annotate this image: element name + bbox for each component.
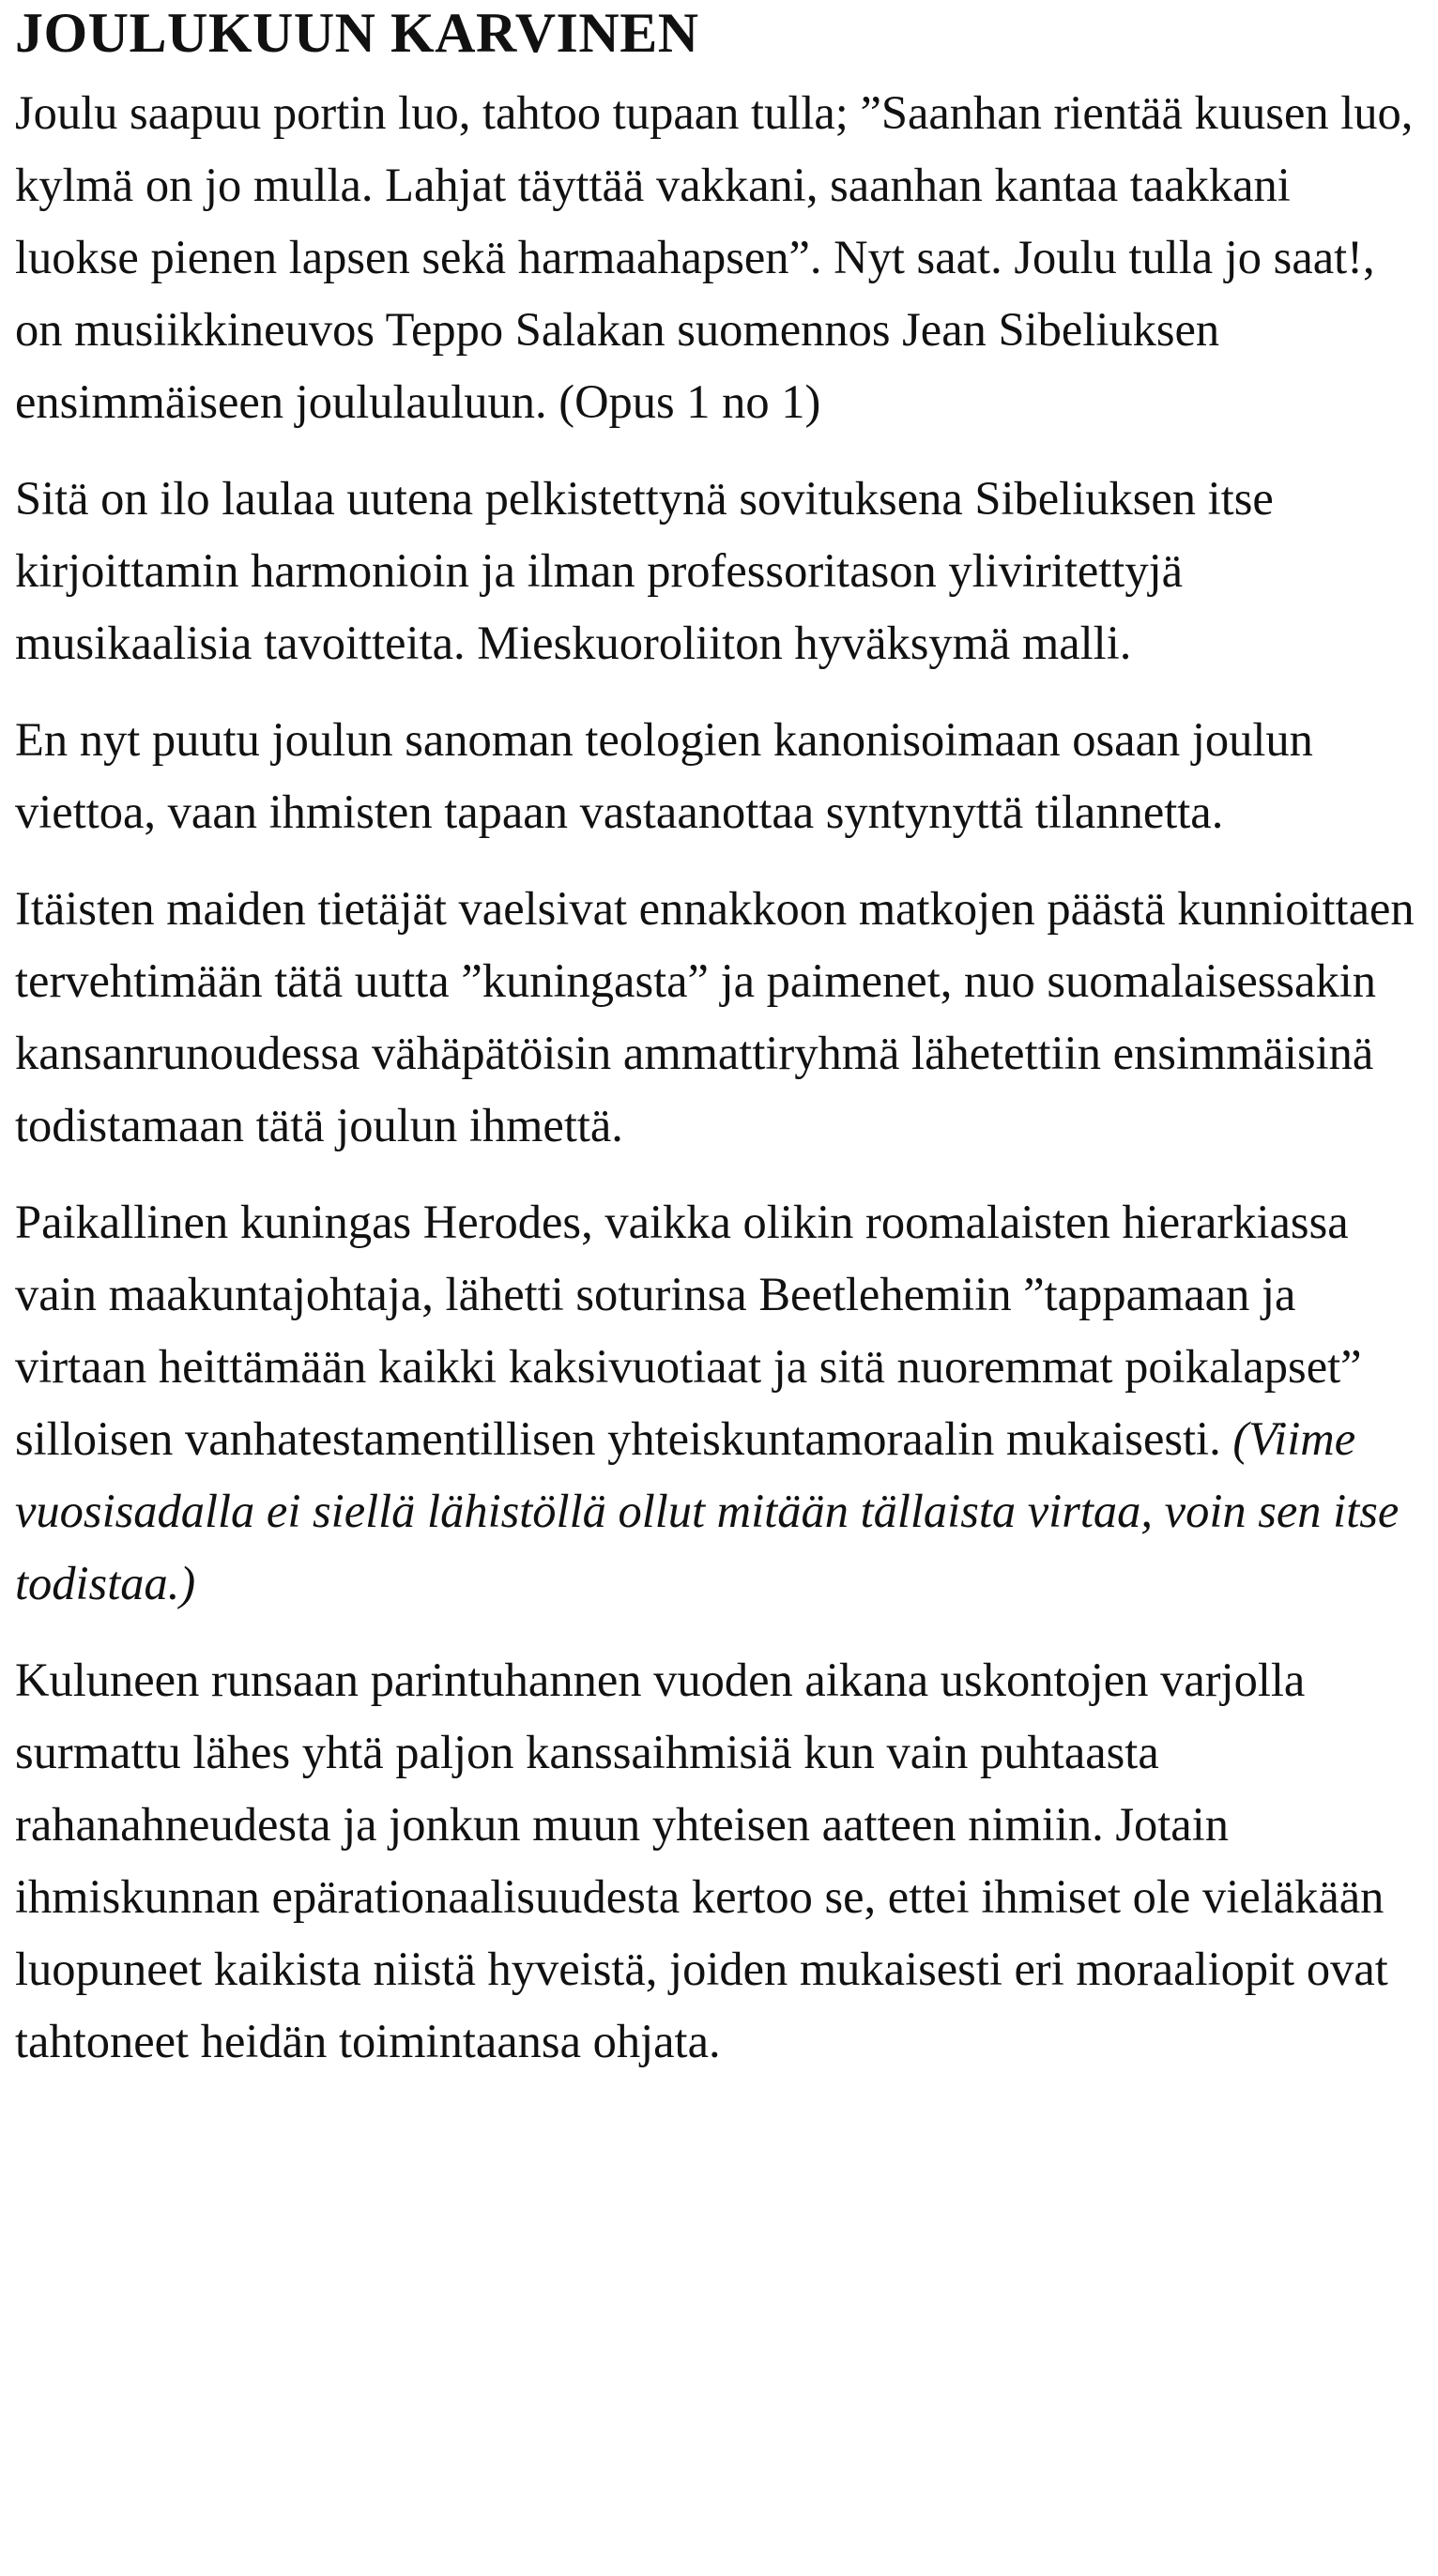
paragraph-6: Kuluneen runsaan parintuhannen vuoden aikana uskontojen varjolla surmattu lähes yhtä paljon kanssaihmisiä kun vain puhtaasta rahanahneudesta ja jonkun muun yhteisen aatteen nimiin. Jotain ihmiskunnan epärationaalisuudesta kertoo se, ettei ihmiset ole vieläkään luopuneet kaikista niistä hyveistä, joiden mukaisesti eri moraaliopit ovat tahtoneet heidän toimintaansa ohjata. [15,1654,1388,2067]
paragraph-5 [15,1186,1423,1620]
paragraph-1: Joulu saapuu portin luo, tahtoo tupaan tulla; ”Saanhan rientää kuusen luo, kylmä on jo mulla. Lahjat täyttää vakkani, saanhan kantaa taakkani luokse pienen lapsen sekä harmaahapsen”. Nyt saat. Joulu tulla jo saat!, on musiikkineuvos Teppo Salakan suomennos Jean Sibeliuksen ensimmäiseen joululauluun. (Opus 1 no 1) [15,86,1414,428]
article-title: JOULUKUUN KARVINEN [15,2,699,64]
paragraph-5-text: Paikallinen kuningas Herodes, vaikka olikin roomalaisten hierarkiassa vain maakuntajohtaja, lähetti soturinsa Beetlehemiin ”tappamaan ja virtaan heittämään kaikki kaksivuotiaat ja sitä nuoremmat poikalapset” silloisen vanhatestamentillisen yhteiskuntamoraalin mukaisesti. [15,1196,1362,1465]
paragraph-2: Sitä on ilo laulaa uutena pelkistettynä sovituksena Sibeliuksen itse kirjoittamin harmonioin ja ilman professoritason yliviritettyjä musikaalisia tavoitteita. Mieskuoroliiton hyväksymä malli. [15,472,1274,669]
paragraph-3: En nyt puutu joulun sanoman teologien kanonisoimaan osaan joulun viettoa, vaan ihmisten tapaan vastaanottaa syntynyttä tilannetta. [15,713,1313,838]
paragraph-4: Itäisten maiden tietäjät vaelsivat ennakkoon matkojen päästä kunnioittaen tervehtimään tätä uutta ”kuningasta” ja paimenet, nuo suomalaisessakin kansanrunoudessa vähäpätöisin ammattiryhmä lähetettiin ensimmäisinä todistamaan tätä joulun ihmettä. [15,882,1415,1151]
paragraph-5-italic-note: (Viime vuosisadalla ei siellä lähistöllä ollut mitään tällaista virtaa, voin sen itse todistaa.) [15,1412,1400,1609]
